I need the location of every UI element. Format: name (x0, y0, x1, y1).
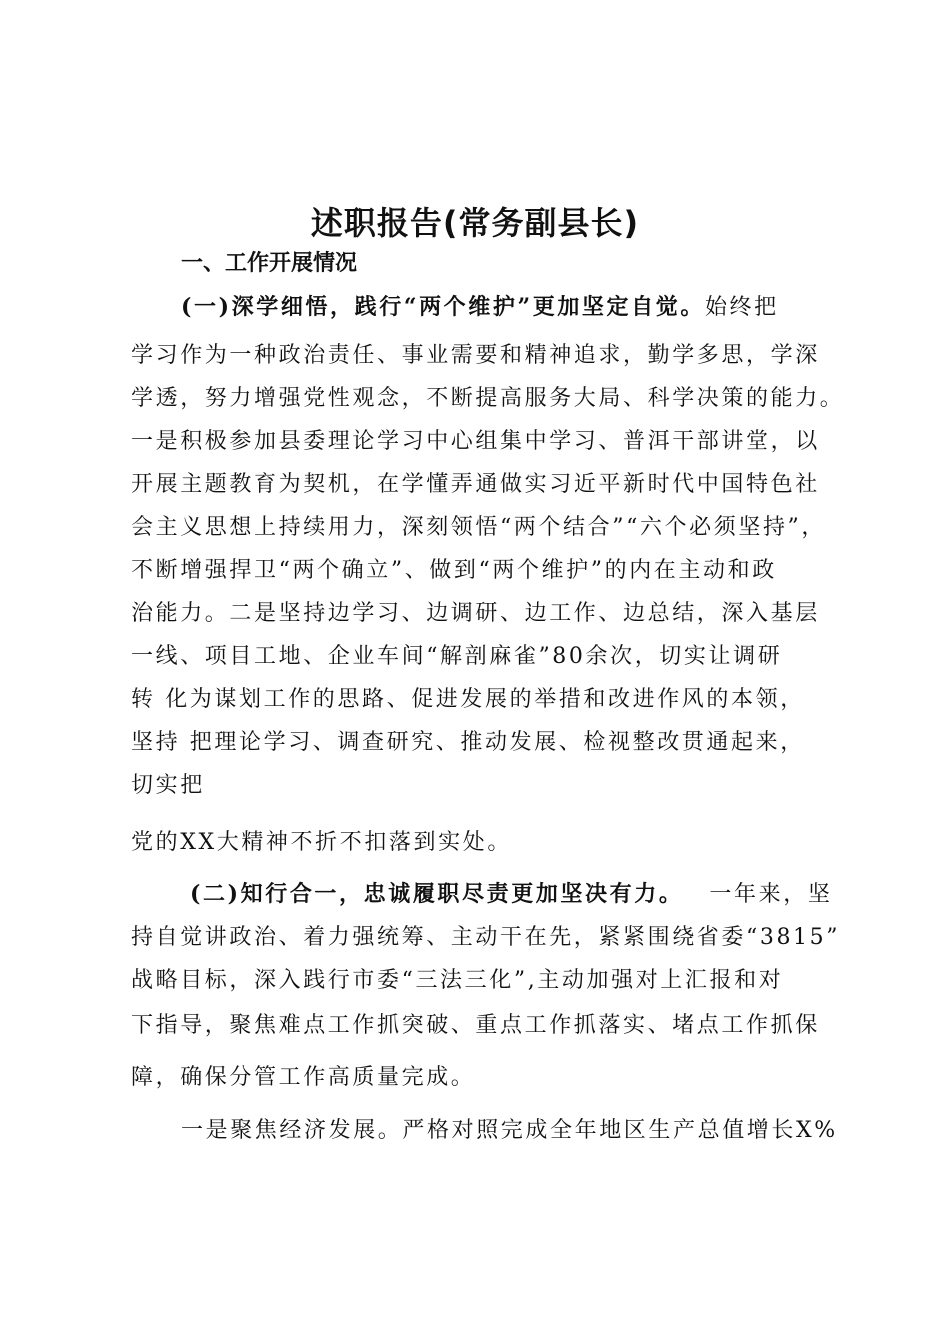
paragraph-line: 学透，努力增强党性观念，不断提高服务大局、科学决策的能力。 (131, 386, 845, 411)
paragraph-line: 会主义思想上持续用力，深刻领悟“两个结合”“六个必须坚持”， (131, 515, 826, 540)
paragraph-lead: (二)知行合一，忠诚履职尽责更加坚决有力。 (190, 881, 684, 907)
paragraph-text: 始终把 (704, 295, 779, 320)
paragraph-line: 党的XX大精神不折不扣落到实处。 (131, 830, 512, 855)
paragraph-line: 不断增强捍卫“两个确立”、做到“两个维护”的内在主动和政 (131, 558, 777, 583)
paragraph-line: 一是聚焦经济发展。严格对照完成全年地区生产总值增长X% (181, 1118, 838, 1143)
paragraph-line: 转 化为谋划工作的思路、促进发展的举措和改进作风的本领， (131, 687, 805, 712)
paragraph-line: 持自觉讲政治、着力强统筹、主动干在先，紧紧围绕省委“3815” (131, 925, 841, 950)
paragraph-line (190, 877, 832, 908)
paragraph-line: 开展主题教育为契机，在学懂弄通做实习近平新时代中国特色社 (131, 472, 820, 497)
paragraph-line (181, 290, 779, 321)
paragraph-line: 障，确保分管工作高质量完成。 (131, 1065, 476, 1090)
section-heading: 一、工作开展情况 (181, 251, 358, 276)
paragraph-text: 一年来，坚 (709, 882, 833, 907)
paragraph-lead: (一)深学细悟，践行“两个维护”更加坚定自觉。 (181, 294, 705, 320)
paragraph-line: 坚持 把理论学习、调查研究、推动发展、检视整改贯通起来， (131, 730, 805, 755)
paragraph-line: 切实把 (131, 773, 205, 798)
paragraph-line: 一是积极参加县委理论学习中心组集中学习、普洱干部讲堂，以 (131, 429, 820, 454)
paragraph-line: 治能力。二是坚持边学习、边调研、边工作、边总结，深入基层 (131, 601, 820, 626)
document-title: 述职报告(常务副县长) (310, 204, 640, 242)
paragraph-line: 一线、项目工地、企业车间“解剖麻雀”80余次，切实让调研 (131, 644, 783, 669)
paragraph-line: 下指导，聚焦难点工作抓突破、重点工作抓落实、堵点工作抓保 (131, 1013, 820, 1038)
paragraph-line: 战略目标，深入践行市委“三法三化”,主动加强对上汇报和对 (131, 968, 784, 993)
paragraph-line: 学习作为一种政治责任、事业需要和精神追求，勤学多思，学深 (131, 343, 820, 368)
